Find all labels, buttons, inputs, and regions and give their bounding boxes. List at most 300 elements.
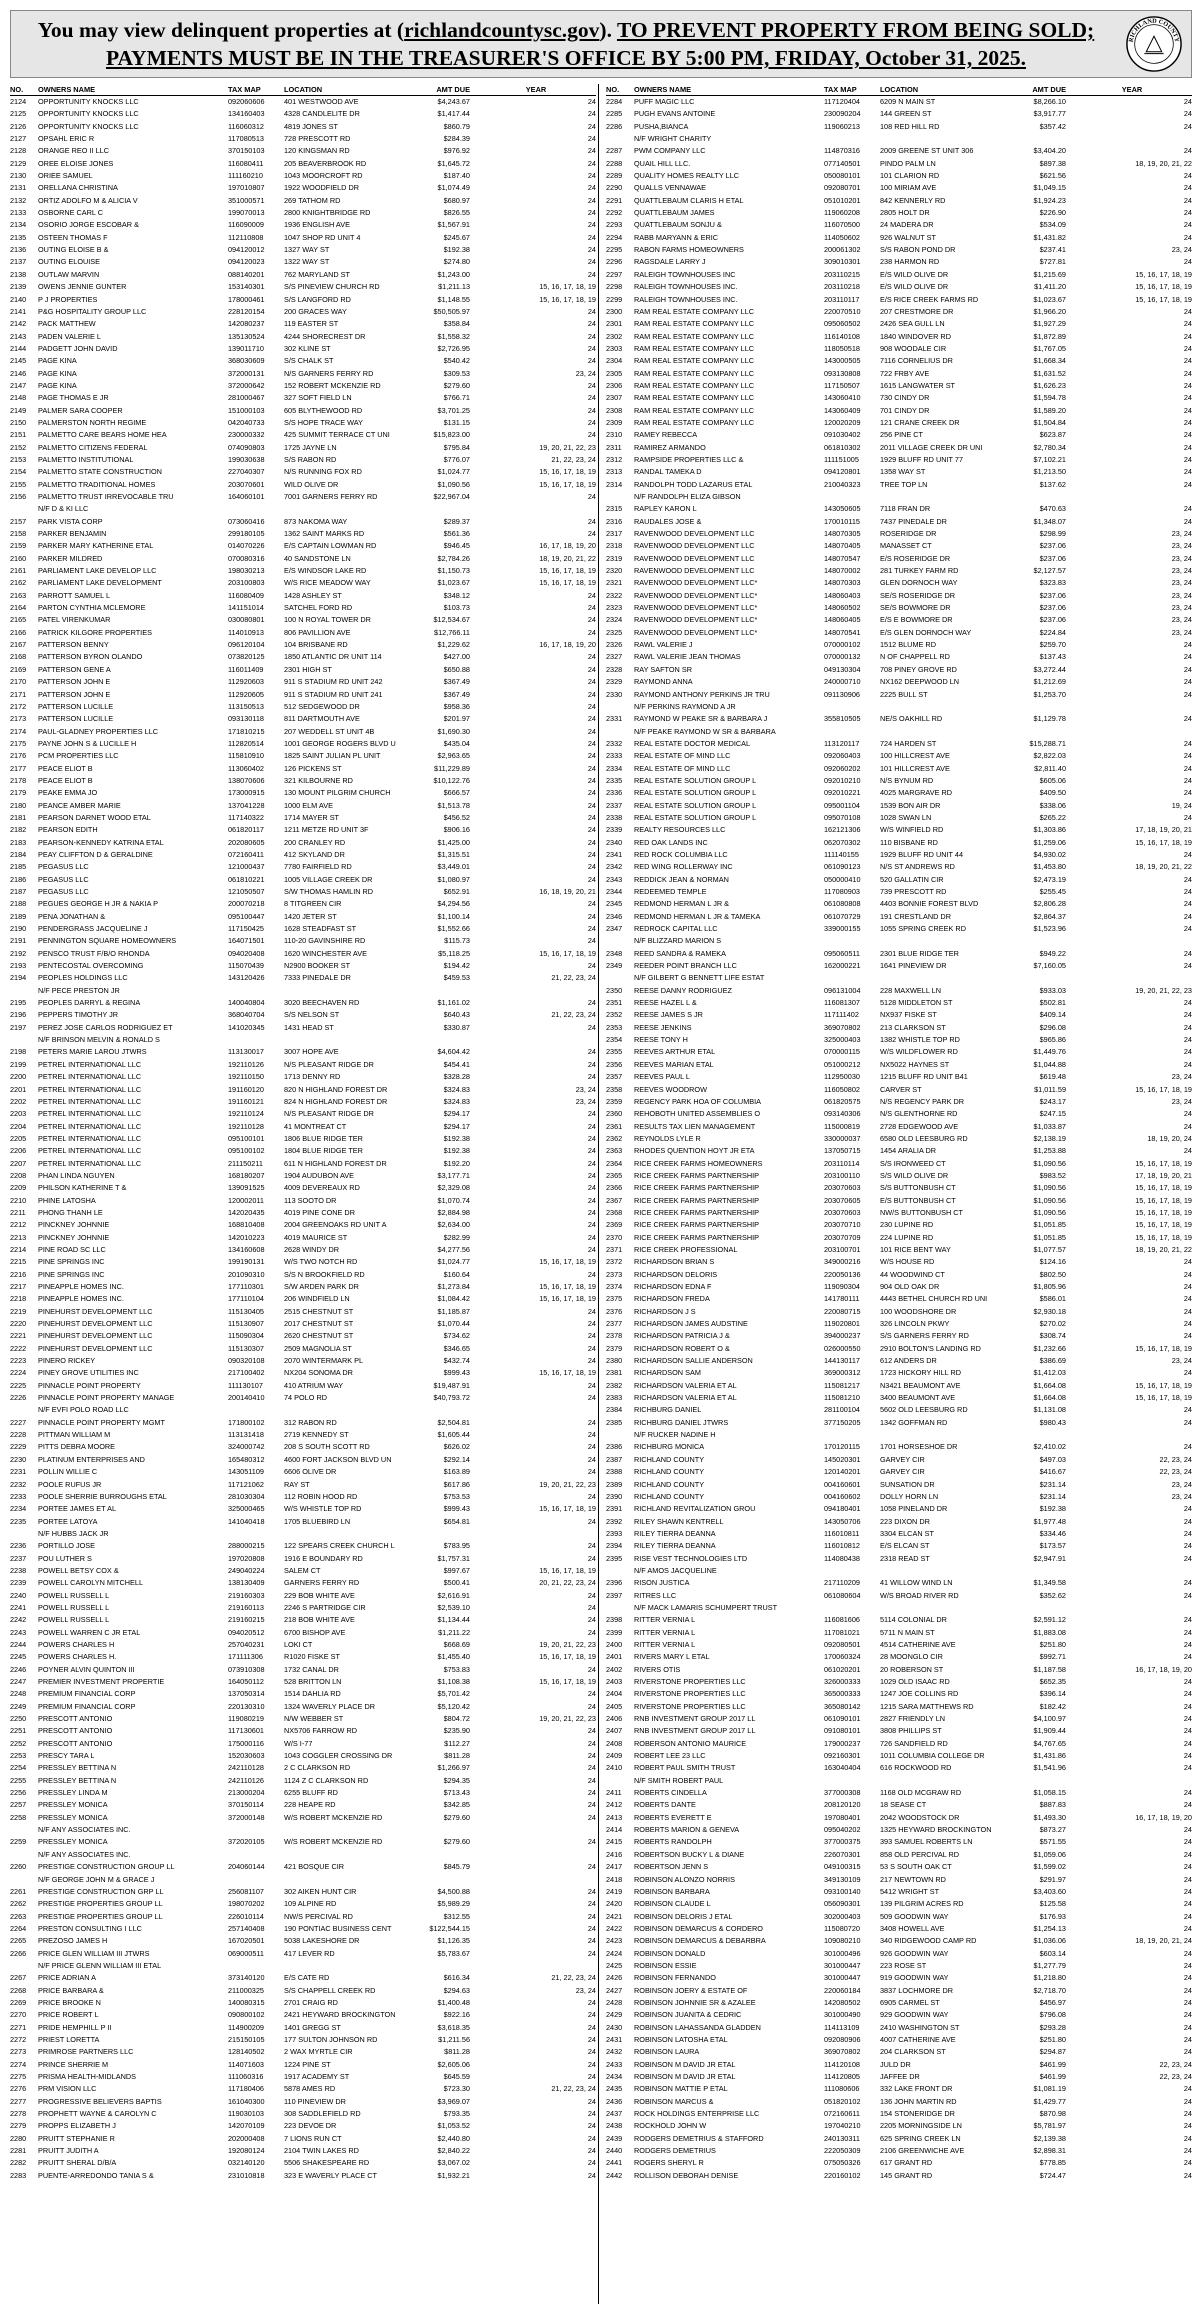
table-row — [606, 1898, 1192, 1910]
row-no: 2380 — [606, 1356, 623, 1366]
table-row — [606, 1997, 1192, 2009]
row-amt-due: $946.45 — [443, 541, 470, 551]
row-no: 2232 — [10, 1479, 27, 1489]
row-location: 1615 LANGWATER ST — [880, 380, 956, 390]
row-amt-due: $1,425.00 — [437, 837, 470, 847]
row-year: 24 — [587, 1269, 596, 1279]
row-owner: PRESSLEY MONICA — [38, 1837, 108, 1847]
row-no: 2368 — [606, 1207, 623, 1217]
row-location — [284, 1824, 416, 1836]
row-tax-map: 070080316 — [228, 553, 265, 563]
row-amt-due: $282.99 — [443, 1232, 470, 1242]
row-no: 2194 — [10, 973, 27, 983]
row-amt-due: $650.88 — [443, 664, 470, 674]
row-tax-map: 220060184 — [824, 1985, 861, 1995]
table-row — [10, 1355, 596, 1367]
table-row — [606, 1145, 1192, 1157]
row-no: 2238 — [10, 1565, 27, 1575]
row-location — [880, 491, 1012, 503]
row-amt-due: $1,253.88 — [1033, 1146, 1066, 1156]
row-no — [606, 133, 634, 145]
row-no: 2137 — [10, 257, 27, 267]
row-tax-map: 135130524 — [228, 331, 265, 341]
row-no: 2244 — [10, 1639, 27, 1649]
row-no — [606, 1565, 634, 1577]
row-amt-due: $1,134.44 — [437, 1615, 470, 1625]
row-location: S/S WILD OLIVE DR — [880, 1170, 949, 1180]
table-row — [10, 2145, 596, 2157]
row-year: 23, 24 — [1171, 245, 1192, 255]
row-amt-due: $1,131.08 — [1033, 1405, 1066, 1415]
row-year: 15, 16, 17, 18, 19 — [539, 1368, 596, 1378]
row-owner: RED WING ROLLERWAY INC — [634, 862, 733, 872]
row-owner: PEAY CLIFFTON D & GERALDINE — [38, 849, 153, 859]
table-header — [10, 84, 596, 96]
row-year: 24 — [587, 1812, 596, 1822]
row-location: 509 GOODWIN WAY — [880, 1911, 949, 1921]
row-location: N/S REGENCY PARK DR — [880, 1096, 965, 1106]
row-amt-due: $906.16 — [443, 825, 470, 835]
row-tax-map: 121050507 — [228, 887, 265, 896]
right-column-table — [606, 84, 1192, 2182]
row-year: 24 — [1183, 1689, 1192, 1699]
row-year: 24 — [1183, 257, 1192, 267]
table-row — [10, 1392, 596, 1404]
row-owner: PEANCE AMBER MARIE — [38, 800, 121, 810]
row-owner: REAL ESTATE DOCTOR MEDICAL — [634, 738, 751, 748]
row-tax-map: 142080237 — [228, 319, 265, 329]
row-year: 24 — [587, 1380, 596, 1390]
row-amt-due: $999.43 — [443, 1368, 470, 1378]
row-no: 2178 — [10, 775, 27, 785]
row-owner: ROCKHOLD JOHN W — [634, 2121, 707, 2131]
row-tax-map: 051820102 — [824, 2096, 861, 2106]
row-amt-due: $3,618.35 — [437, 2022, 470, 2032]
row-year: 24 — [587, 1948, 596, 1958]
row-year: 24 — [587, 998, 596, 1008]
row-amt-due: $2,930.18 — [1033, 1306, 1066, 1316]
row-tax-map: 197040210 — [824, 2121, 861, 2131]
row-year: 24 — [587, 1072, 596, 1082]
row-year: 24 — [1183, 516, 1192, 526]
row-amt-due — [1012, 726, 1072, 738]
table-row-note — [606, 1602, 1192, 1614]
table-row — [606, 121, 1192, 133]
row-no: 2211 — [10, 1207, 26, 1217]
row-location: N/S GARNERS FERRY RD — [284, 368, 374, 378]
row-year: 24 — [1183, 775, 1192, 785]
row-tax-map: 281000467 — [228, 393, 265, 403]
row-location: 340 RIDGEWOOD CAMP RD — [880, 1936, 977, 1946]
county-website-link[interactable]: richlandcountysc.gov — [404, 18, 600, 42]
row-tax-map — [228, 1034, 284, 1046]
row-location: GARVEY CIR — [880, 1454, 925, 1464]
row-location: 1224 PINE ST — [284, 2059, 331, 2069]
row-owner: PINEHURST DEVELOPMENT LLC — [38, 1306, 153, 1316]
table-row — [10, 1627, 596, 1639]
row-no: 2230 — [10, 1454, 27, 1464]
row-year: 24 — [587, 1936, 596, 1946]
row-owner: RAVENWOOD DEVELOPMENT LLC — [634, 566, 755, 576]
table-row — [606, 689, 1192, 701]
row-owner: RAVENWOOD DEVELOPMENT LLC* — [634, 603, 758, 613]
row-no: 2427 — [606, 1985, 623, 1995]
row-no: 2247 — [10, 1677, 27, 1686]
row-location: 1011 COLUMBIA COLLEGE DR — [880, 1751, 985, 1761]
row-amt-due: $1,883.08 — [1033, 1627, 1066, 1637]
row-year: 24 — [587, 1121, 596, 1131]
row-tax-map: 203100701 — [824, 1244, 861, 1254]
row-amt-due: $652.91 — [443, 887, 470, 896]
row-location: 904 OLD OAK DR — [880, 1282, 940, 1291]
table-row — [606, 2133, 1192, 2145]
row-amt-due: $1,074.49 — [437, 183, 470, 193]
row-no: 2286 — [606, 121, 623, 131]
row-year: 24 — [587, 603, 596, 613]
row-amt-due: $7,102.21 — [1033, 454, 1066, 464]
row-year: 24 — [587, 627, 596, 637]
row-year: 22, 23, 24 — [1159, 1454, 1192, 1464]
row-amt-due: $3,404.20 — [1033, 146, 1066, 156]
table-row — [10, 627, 596, 639]
row-location: N/S PLEASANT RIDGE DR — [284, 1059, 374, 1069]
row-location: 824 N HIGHLAND FOREST DR — [284, 1096, 388, 1106]
row-tax-map: 032140120 — [228, 2158, 265, 2168]
table-row — [10, 2096, 596, 2108]
table-row — [10, 2133, 596, 2145]
row-tax-map: 061810221 — [228, 874, 265, 884]
row-location: 228 HEAPE RD — [284, 1800, 336, 1810]
row-amt-due: $192.38 — [443, 1133, 470, 1143]
row-amt-due: $247.15 — [1039, 1109, 1066, 1119]
row-tax-map — [228, 1824, 284, 1836]
row-owner: PENNINGTON SQUARE HOMEOWNERS — [38, 936, 177, 946]
row-tax-map: 373140120 — [228, 1973, 265, 1983]
row-no: 2398 — [606, 1615, 623, 1625]
row-owner: PRICE ROBERT L — [38, 2010, 99, 2020]
row-location: 1806 BLUE RIDGE TER — [284, 1133, 363, 1143]
row-tax-map: 113150513 — [228, 701, 264, 711]
col-header-location: LOCATION — [284, 85, 323, 94]
row-amt-due: $255.45 — [1039, 887, 1066, 896]
row-year — [1072, 935, 1192, 947]
row-amt-due: $259.70 — [1039, 640, 1066, 650]
row-tax-map: 056090301 — [824, 1899, 861, 1909]
row-no: 2239 — [10, 1578, 27, 1588]
row-tax-map: 173000915 — [228, 788, 265, 798]
row-no: 2293 — [606, 220, 623, 230]
row-tax-map: 203110114 — [824, 1158, 860, 1168]
table-row — [10, 1639, 596, 1651]
row-year: 15, 16, 17, 18, 19 — [539, 1294, 596, 1304]
row-tax-map: 092010221 — [824, 788, 861, 798]
row-year: 24 — [1183, 2146, 1192, 2156]
row-location: 110-20 GAVINSHIRE RD — [284, 936, 366, 946]
row-year: 24 — [587, 738, 596, 748]
row-amt-due — [1012, 1429, 1072, 1441]
row-amt-due: $1,218.80 — [1033, 1973, 1066, 1983]
row-location: 1029 OLD ISAAC RD — [880, 1677, 950, 1686]
row-location: 230 LUPINE RD — [880, 1220, 934, 1230]
row-location: 1168 OLD MCGRAW RD — [880, 1788, 962, 1798]
row-location: ROSERIDGE DR — [880, 529, 937, 539]
table-row-note — [606, 1775, 1192, 1787]
row-tax-map: 092080701 — [824, 183, 861, 193]
row-location: 100 HILLCREST AVE — [880, 751, 950, 761]
row-year: 24 — [587, 331, 596, 341]
row-amt-due: $459.53 — [443, 973, 470, 983]
row-no: 2330 — [606, 689, 623, 699]
row-owner: RAM REAL ESTATE COMPANY LLC — [634, 368, 755, 378]
table-row — [606, 1170, 1192, 1182]
row-year: 24 — [1183, 1368, 1192, 1378]
row-tax-map: 148070547 — [824, 553, 861, 563]
row-no: 2269 — [10, 1997, 27, 2007]
table-row — [10, 1540, 596, 1552]
row-owner: PINNACLE POINT PROPERTY MANAGE — [38, 1393, 175, 1403]
row-tax-map: 167020501 — [228, 1936, 265, 1946]
row-tax-map: 355810505 — [824, 714, 861, 724]
row-no: 2320 — [606, 566, 623, 576]
row-year — [1072, 1602, 1192, 1614]
row-tax-map: 142010223 — [228, 1232, 265, 1242]
row-amt-due: $11,229.89 — [434, 763, 470, 773]
row-no: 2422 — [606, 1923, 623, 1933]
row-location: 4009 DEVEREAUX RD — [284, 1183, 360, 1193]
table-row — [606, 170, 1192, 182]
row-owner: RICHARDSON DELORIS — [634, 1269, 718, 1279]
row-owner: N/F PECE PRESTON JR — [38, 985, 120, 995]
row-owner: POWELL CAROLYN MITCHELL — [38, 1578, 144, 1588]
row-location: 2410 WASHINGTON ST — [880, 2022, 960, 2032]
row-no: 2314 — [606, 479, 623, 489]
table-row — [606, 837, 1192, 849]
row-no: 2285 — [606, 109, 623, 119]
row-location: 1058 PINELAND DR — [880, 1504, 948, 1514]
row-location: 401 WESTWOOD AVE — [284, 97, 359, 106]
row-owner: REALTY RESOURCES LLC — [634, 825, 726, 835]
row-no: 2281 — [10, 2146, 27, 2156]
table-row — [606, 1046, 1192, 1058]
row-amt-due: $1,273.84 — [437, 1282, 470, 1291]
row-location: 332 LAKE FRONT DR — [880, 2084, 953, 2094]
table-row — [606, 1108, 1192, 1120]
row-owner: ROBERT LEE 23 LLC — [634, 1751, 706, 1761]
row-tax-map: 191160120 — [228, 1084, 264, 1094]
row-location: 1840 WINDOVER RD — [880, 331, 951, 341]
row-owner: RNB INVESTMENT GROUP 2017 LL — [634, 1714, 756, 1724]
row-year: 23, 24 — [1171, 1491, 1192, 1501]
row-no: 2312 — [606, 454, 623, 464]
table-row — [10, 1084, 596, 1096]
row-owner: PRESCOTT ANTONIO — [38, 1738, 113, 1748]
table-row — [10, 1293, 596, 1305]
row-no: 2190 — [10, 924, 27, 934]
row-no: 2249 — [10, 1701, 27, 1711]
row-location: E/S GLEN DORNOCH WAY — [880, 627, 972, 637]
table-row — [10, 516, 596, 528]
row-tax-map: 140080315 — [228, 1997, 265, 2007]
row-year: 21, 22, 23, 24 — [551, 973, 596, 983]
row-no: 2309 — [606, 417, 623, 427]
table-row — [606, 1935, 1192, 1947]
row-year: 24 — [1183, 1022, 1192, 1032]
row-location: S/S RABON RD — [284, 454, 337, 464]
row-no: 2401 — [606, 1652, 623, 1662]
row-no: 2357 — [606, 1072, 623, 1082]
row-location: 7118 FRAN DR — [880, 504, 931, 514]
row-amt-due: $1,084.42 — [437, 1294, 470, 1304]
row-tax-map: 170060324 — [824, 1652, 861, 1662]
row-year: 15, 16, 17, 18, 19 — [1135, 1343, 1192, 1353]
table-row — [10, 800, 596, 812]
row-owner: ROBERTSON BUCKY L & DIANE — [634, 1849, 745, 1859]
row-no: 2205 — [10, 1133, 27, 1143]
row-year: 15, 16, 17, 18, 19 — [1135, 1158, 1192, 1168]
row-no: 2162 — [10, 578, 27, 588]
row-owner: PRESCOTT ANTONIO — [38, 1726, 113, 1736]
row-location: 1005 VILLAGE CREEK DR — [284, 874, 373, 884]
row-tax-map: 368030609 — [228, 356, 265, 366]
row-year: 24 — [1183, 1417, 1192, 1427]
row-no: 2354 — [606, 1035, 623, 1045]
row-year: 24 — [1183, 1059, 1192, 1069]
row-tax-map: 113060402 — [228, 763, 264, 773]
row-tax-map: 139011710 — [228, 343, 264, 353]
row-owner: PARLIAMENT LAKE DEVELOP LLC — [38, 566, 157, 576]
row-amt-due: $1,567.91 — [437, 220, 470, 230]
row-no — [10, 1960, 38, 1972]
row-year: 24 — [587, 1319, 596, 1329]
row-tax-map: 061080604 — [824, 1590, 861, 1600]
row-location: 1322 WAY ST — [284, 257, 330, 267]
row-year: 24 — [587, 1923, 596, 1933]
row-location: 2827 FRIENDLY LN — [880, 1714, 946, 1724]
row-no: 2329 — [606, 677, 623, 687]
row-location: 6209 N MAIN ST — [880, 97, 936, 106]
row-location — [284, 985, 416, 997]
table-row — [606, 763, 1192, 775]
row-no: 2290 — [606, 183, 623, 193]
row-tax-map: 061820117 — [228, 825, 264, 835]
row-no: 2234 — [10, 1504, 27, 1514]
row-year: 23, 24 — [1171, 1072, 1192, 1082]
table-row — [606, 651, 1192, 663]
table-row — [606, 1207, 1192, 1219]
table-row — [10, 935, 596, 947]
row-tax-map: 211000325 — [228, 1985, 264, 1995]
row-amt-due: $231.14 — [1039, 1491, 1066, 1501]
table-row — [10, 466, 596, 478]
row-tax-map: 115090304 — [228, 1331, 264, 1341]
row-no: 2124 — [10, 97, 27, 106]
table-row — [10, 1935, 596, 1947]
row-tax-map: 203100803 — [228, 578, 265, 588]
row-tax-map: 114050602 — [824, 232, 860, 242]
row-owner: PEARSON DARNET WOOD ETAL — [38, 812, 151, 822]
row-amt-due: $115.73 — [444, 936, 470, 946]
row-tax-map: 073060416 — [228, 516, 265, 526]
row-tax-map: 042040733 — [228, 417, 265, 427]
row-location: 1850 ATLANTIC DR UNIT 114 — [284, 652, 382, 662]
row-tax-map: 119030103 — [228, 2109, 264, 2119]
row-owner: PRESSLEY MONICA — [38, 1800, 108, 1810]
row-year: 16, 17, 18, 19, 20 — [539, 541, 596, 551]
row-location — [880, 1429, 1012, 1441]
table-row-note — [606, 133, 1192, 145]
row-amt-due: $187.40 — [443, 171, 470, 181]
row-year: 24 — [1183, 479, 1192, 489]
row-year: 24 — [1183, 738, 1192, 748]
row-no: 2187 — [10, 887, 27, 896]
row-no: 2126 — [10, 121, 27, 131]
row-year: 19, 20, 21, 22, 23 — [539, 1714, 596, 1724]
row-tax-map: 368040704 — [228, 1010, 265, 1020]
row-year: 24 — [587, 1417, 596, 1427]
row-year: 24 — [587, 1763, 596, 1773]
row-tax-map: 116090009 — [228, 220, 264, 230]
row-year — [476, 1824, 596, 1836]
row-owner: REESE JAMES S JR — [634, 1010, 703, 1020]
row-owner: PAGE KINA — [38, 368, 77, 378]
row-location: 206 WINDFIELD LN — [284, 1294, 350, 1304]
row-tax-map: 116060312 — [228, 121, 264, 131]
row-owner: PACK MATTHEW — [38, 319, 96, 329]
col-header-owner: OWNERS NAME — [634, 85, 692, 94]
row-no: 2195 — [10, 998, 27, 1008]
row-amt-due: $802.50 — [1039, 1269, 1066, 1279]
table-row — [10, 1108, 596, 1120]
row-amt-due: $1,924.23 — [1033, 195, 1066, 205]
row-amt-due: $470.63 — [1039, 504, 1066, 514]
row-year: 24 — [1183, 1121, 1192, 1131]
row-amt-due: $1,767.05 — [1033, 343, 1066, 353]
table-row — [606, 232, 1192, 244]
row-amt-due: $734.62 — [443, 1331, 470, 1341]
row-year: 24 — [587, 1553, 596, 1563]
row-year: 21, 22, 23, 24 — [551, 1973, 596, 1983]
row-year: 24 — [587, 677, 596, 687]
row-amt-due: $3,272.44 — [1033, 664, 1066, 674]
row-no: 2138 — [10, 269, 27, 279]
table-row — [606, 1367, 1192, 1379]
row-tax-map: 148060405 — [824, 615, 861, 625]
row-no: 2403 — [606, 1677, 623, 1686]
row-location: 44 WOODWIND CT — [880, 1269, 945, 1279]
row-owner: PREMIUM FINANCIAL CORP — [38, 1701, 136, 1711]
row-amt-due — [1012, 972, 1072, 984]
row-amt-due: $103.73 — [443, 603, 470, 613]
table-row — [10, 133, 596, 145]
table-row — [10, 306, 596, 318]
row-no: 2278 — [10, 2109, 27, 2119]
row-location: 191 CRESTLAND DR — [880, 911, 951, 921]
row-amt-due: $949.22 — [1039, 948, 1066, 958]
row-year — [1072, 701, 1192, 713]
row-owner: PEAKE EMMA JO — [38, 788, 98, 798]
row-no: 2335 — [606, 775, 623, 785]
row-owner: RAVENWOOD DEVELOPMENT LLC — [634, 529, 755, 539]
table-row — [10, 1046, 596, 1058]
row-location: 3304 ELCAN ST — [880, 1528, 934, 1538]
row-owner: PENSCO TRUST F/B/O RHONDA — [38, 948, 150, 958]
row-location: NW/S BUTTONBUSH CT — [880, 1207, 963, 1217]
row-no: 2258 — [10, 1812, 27, 1822]
table-row-note — [10, 1960, 596, 1972]
row-owner: POWELL BETSY COX & — [38, 1565, 119, 1575]
row-no: 2390 — [606, 1491, 623, 1501]
row-owner: ROBINSON LAURA — [634, 2047, 700, 2057]
